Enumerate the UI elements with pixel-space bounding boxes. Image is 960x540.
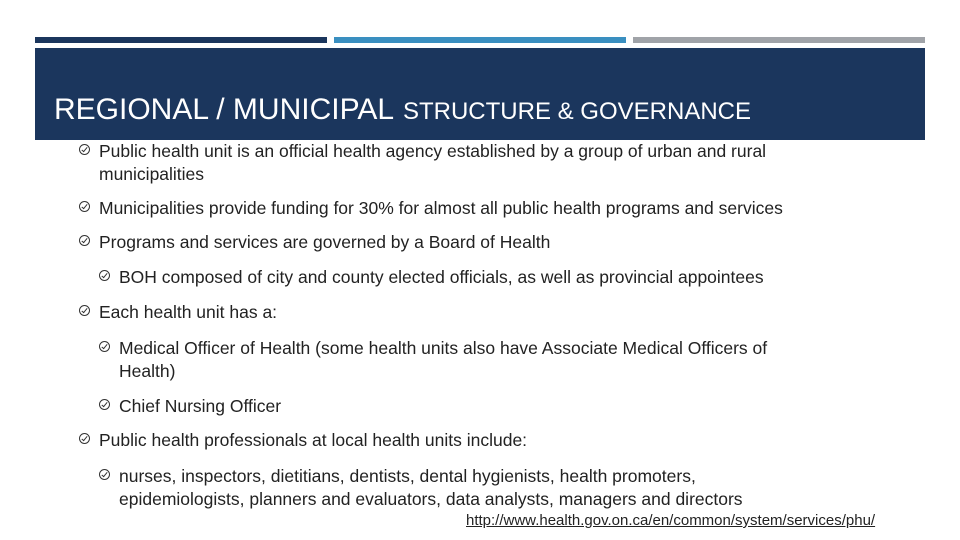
bullet-text: Municipalities provide funding for 30% for almost all public health programs and services — [99, 198, 783, 218]
check-circle-icon — [99, 469, 110, 480]
check-circle-icon — [79, 201, 90, 212]
check-circle-icon — [79, 235, 90, 246]
bullet-text: epidemiologists, planners and evaluators, data analysts, managers and directors — [119, 489, 743, 509]
bullet-text: Programs and services are governed by a Board of Health — [99, 232, 551, 252]
list-item — [119, 465, 743, 511]
bullet-text: Each health unit has a: — [99, 302, 278, 322]
bullet-text: Health) — [119, 361, 176, 381]
list-item — [119, 337, 767, 383]
bullet-text: Medical Officer of Health (some health units also have Associate Medical Officers of — [119, 338, 768, 358]
bullet-text: Public health unit is an official health agency established by a group of urban and rural — [99, 141, 767, 161]
check-circle-icon — [79, 433, 90, 444]
bullet-text: nurses, inspectors, dietitians, dentists, dental hygienists, health promoters, — [119, 466, 696, 486]
list-item — [119, 266, 764, 289]
source-link[interactable]: http://www.health.gov.on.ca/en/common/system/services/phu/ — [466, 512, 876, 529]
check-circle-icon — [99, 399, 110, 410]
bullet-text: municipalities — [99, 164, 205, 184]
list-item — [99, 429, 527, 452]
bullet-text: Chief Nursing Officer — [119, 396, 282, 416]
check-circle-icon — [99, 270, 110, 281]
list-item — [99, 197, 783, 220]
check-circle-icon — [79, 144, 90, 155]
slide-title-sub: STRUCTURE & GOVERNANCE — [402, 98, 752, 125]
check-circle-icon — [99, 341, 110, 352]
list-item — [99, 140, 766, 186]
bullet-text: Public health professionals at local health units include: — [99, 430, 528, 450]
list-item — [99, 301, 277, 324]
check-circle-icon — [79, 305, 90, 316]
list-item — [99, 231, 550, 254]
slide-title-main: REGIONAL / MUNICIPAL — [54, 93, 395, 126]
bullet-text: BOH composed of city and county elected officials, as well as provincial appointees — [119, 267, 764, 287]
list-item — [119, 395, 281, 418]
